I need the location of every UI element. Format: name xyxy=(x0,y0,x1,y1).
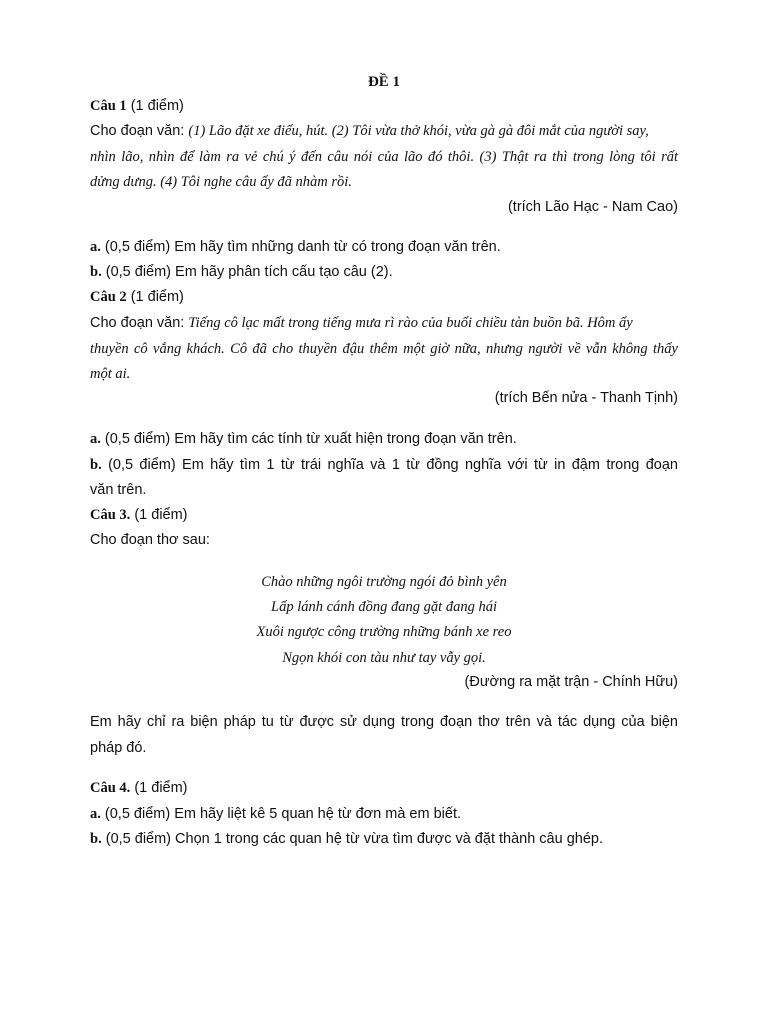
q1-passage-line-2: nhìn lão, nhìn để làm ra vẻ chú ý đến câu nói của lão đó thôi. (3) Thật ra thì trong lòng tôi rất xyxy=(90,149,678,165)
q1-heading xyxy=(90,96,678,116)
q1-b-label: b. xyxy=(90,264,102,280)
q4-part-b xyxy=(90,829,678,849)
q1-passage-line-3: dửng dưng. (4) Tôi nghe câu ấy đã nhàm rồi. xyxy=(90,174,352,190)
q4-part-a xyxy=(90,804,678,824)
q2-heading xyxy=(90,287,678,307)
q2-passage-line-2: thuyền cô vắng khách. Cô đã cho thuyền đậu thêm một giờ nữa, nhưng người về vẫn không thấy xyxy=(90,341,678,357)
q2-part-a xyxy=(90,429,678,449)
q3-poem-line-2: Lấp lánh cánh đồng đang gặt đang hái xyxy=(271,599,497,615)
q4-heading xyxy=(90,778,678,798)
q1-b-text: (0,5 điểm) Em hãy phân tích cấu tạo câu (2). xyxy=(105,264,393,280)
q3-points: (1 điểm) xyxy=(134,507,188,523)
q3-source: (Đường ra mặt trận - Chính Hữu) xyxy=(464,674,678,690)
q3-label: Câu 3. xyxy=(90,507,131,523)
q3-heading xyxy=(90,505,678,525)
q2-b-text-line-1: (0,5 điểm) Em hãy tìm 1 từ trái nghĩa và 1 từ đồng nghĩa với từ in đậm trong đoạn xyxy=(108,457,678,473)
q1-a-label: a. xyxy=(90,239,101,255)
q2-b-text-line-2: văn trên. xyxy=(90,482,147,498)
q3-poem-line-3: Xuôi ngược công trường những bánh xe reo xyxy=(256,624,512,640)
q3-task-line-1: Em hãy chỉ ra biện pháp tu từ được sử dụng trong đoạn thơ trên và tác dụng của biện xyxy=(90,714,678,730)
q2-source: (trích Bến nửa - Thanh Tịnh) xyxy=(494,390,678,406)
q1-part-b xyxy=(90,262,678,282)
q2-b-label: b. xyxy=(90,457,102,473)
q1-a-text: (0,5 điểm) Em hãy tìm những danh từ có trong đoạn văn trên. xyxy=(104,239,501,255)
q2-label: Câu 2 xyxy=(90,289,127,305)
q4-b-text: (0,5 điểm) Chọn 1 trong các quan hệ từ vừa tìm được và đặt thành câu ghép. xyxy=(105,831,604,847)
q4-label: Câu 4. xyxy=(90,780,131,796)
q2-passage-line-3: một ai. xyxy=(90,366,131,382)
q4-a-text: (0,5 điểm) Em hãy liệt kê 5 quan hệ từ đơn mà em biết. xyxy=(104,806,462,822)
q2-passage-text-1: Tiếng cô lạc mất trong tiếng mưa rì rào của buổi chiều tàn buồn bã. Hôm ấy xyxy=(188,315,633,331)
q2-a-text: (0,5 điểm) Em hãy tìm các tính từ xuất hiện trong đoạn văn trên. xyxy=(104,431,517,447)
q2-passage-line-1 xyxy=(90,313,678,333)
q1-part-a xyxy=(90,237,678,257)
q1-intro: Cho đoạn văn: xyxy=(90,123,185,139)
q4-points: (1 điểm) xyxy=(134,780,188,796)
q2-intro: Cho đoạn văn: xyxy=(90,315,185,331)
q2-part-b xyxy=(90,455,678,475)
q3-poem-line-1: Chào những ngôi trường ngói đỏ bình yên xyxy=(261,574,507,590)
q3-task-line-2: pháp đó. xyxy=(90,740,147,756)
q1-passage-line-1 xyxy=(90,121,678,141)
q1-label: Câu 1 xyxy=(90,98,127,114)
q4-a-label: a. xyxy=(90,806,101,822)
q2-a-label: a. xyxy=(90,431,101,447)
q2-points: (1 điểm) xyxy=(130,289,184,305)
q3-poem-line-4: Ngọn khói con tàu như tay vẫy gọi. xyxy=(282,650,486,666)
q1-points: (1 điểm) xyxy=(130,98,184,114)
q3-intro: Cho đoạn thơ sau: xyxy=(90,532,210,548)
q1-passage-text-1: (1) Lão đặt xe điếu, hút. (2) Tôi vừa thở khói, vừa gà gà đôi mắt của người say, xyxy=(188,123,649,139)
document-title: ĐỀ 1 xyxy=(367,74,401,90)
q1-source: (trích Lão Hạc - Nam Cao) xyxy=(507,199,678,215)
q4-b-label: b. xyxy=(90,831,102,847)
